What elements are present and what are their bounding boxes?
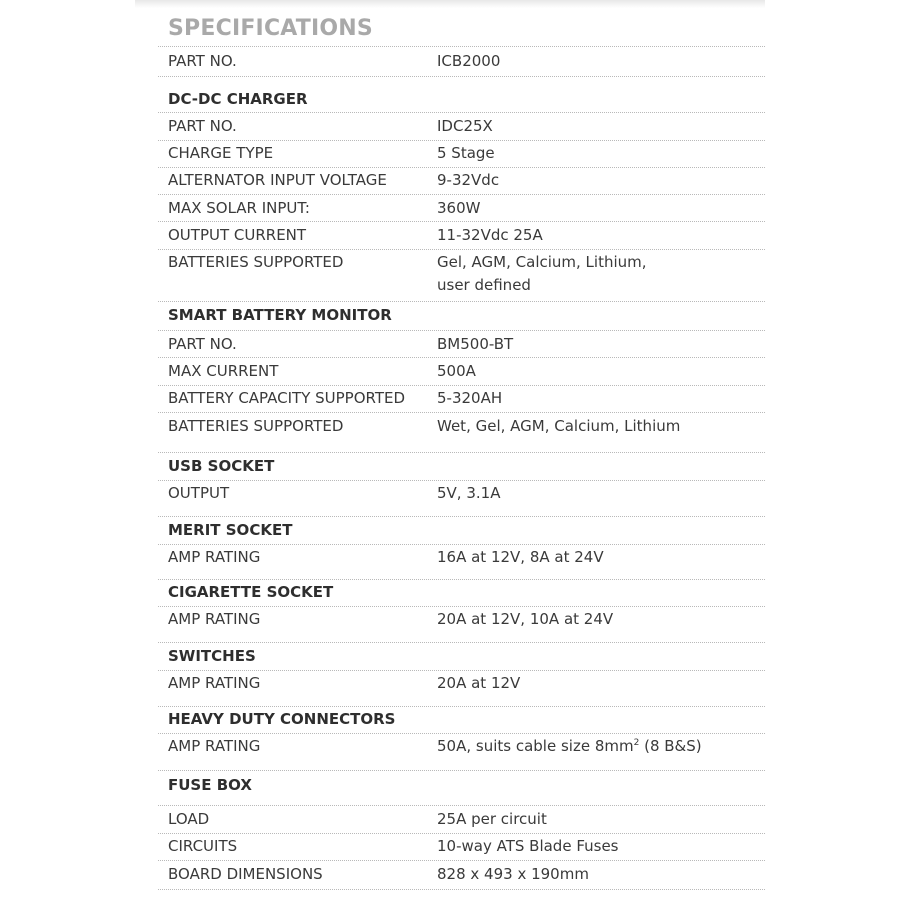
section-heading: SMART BATTERY MONITOR [168,306,392,324]
divider [158,301,765,302]
spec-label: BATTERIES SUPPORTED [168,253,344,271]
superscript: 2 [633,738,640,748]
divider [158,860,765,861]
divider [158,544,765,545]
spec-value: 500A [437,362,476,380]
spec-value: 9-32Vdc [437,171,500,189]
top-shade [135,0,765,8]
divider [158,76,765,77]
spec-label: CIRCUITS [168,837,238,855]
spec-label: LOAD [168,810,210,828]
divider [158,167,765,168]
divider [158,385,765,386]
section-heading: USB SOCKET [168,457,275,475]
spec-value: 20A at 12V, 10A at 24V [437,610,614,628]
divider [158,805,765,806]
spec-label: PART NO. [168,117,237,135]
section-heading: MERIT SOCKET [168,521,293,539]
spec-label: AMP RATING [168,674,261,692]
section-heading: DC-DC CHARGER [168,90,308,108]
spec-label: BATTERIES SUPPORTED [168,417,344,435]
divider [158,706,765,707]
spec-label: PART NO. [168,335,237,353]
spec-label: AMP RATING [168,737,261,755]
divider [158,733,765,734]
divider [158,480,765,481]
spec-value: 20A at 12V [437,674,521,692]
divider [158,452,765,453]
divider [158,357,765,358]
section-heading: HEAVY DUTY CONNECTORS [168,710,396,728]
divider [158,670,765,671]
spec-label: OUTPUT [168,484,230,502]
divider [158,770,765,771]
spec-label: ALTERNATOR INPUT VOLTAGE [168,171,387,189]
divider [158,330,765,331]
spec-value: IDC25X [437,117,493,135]
section-heading: SWITCHES [168,647,256,665]
divider [158,140,765,141]
spec-label: OUTPUT CURRENT [168,226,307,244]
page-title: SPECIFICATIONS [168,16,373,41]
spec-value-continued: user defined [437,276,531,294]
spec-value: Gel, AGM, Calcium, Lithium, [437,253,647,271]
divider [158,642,765,643]
divider [158,889,765,890]
spec-label: CHARGE TYPE [168,144,274,162]
spec-label: AMP RATING [168,610,261,628]
divider [158,194,765,195]
divider [158,112,765,113]
spec-value: 16A at 12V, 8A at 24V [437,548,604,566]
divider [158,516,765,517]
spec-label: AMP RATING [168,548,261,566]
divider [158,46,765,47]
spec-value: BM500-BT [437,335,514,353]
spec-value: 5-320AH [437,389,503,407]
divider [158,579,765,580]
spec-label: MAX CURRENT [168,362,279,380]
divider [158,412,765,413]
spec-value: 828 x 493 x 190mm [437,865,589,883]
divider [158,833,765,834]
spec-value: 11-32Vdc 25A [437,226,543,244]
spec-label: MAX SOLAR INPUT: [168,199,310,217]
divider [158,249,765,250]
spec-value: 5 Stage [437,144,495,162]
divider [158,221,765,222]
spec-label: BOARD DIMENSIONS [168,865,323,883]
spec-value-text: 50A, suits cable size 8mm [437,737,634,755]
spec-value: 25A per circuit [437,810,547,828]
divider [158,606,765,607]
section-heading: CIGARETTE SOCKET [168,583,334,601]
spec-value: Wet, Gel, AGM, Calcium, Lithium [437,417,681,435]
section-heading: FUSE BOX [168,776,252,794]
spec-value: ICB2000 [437,52,501,70]
spec-value: 5V, 3.1A [437,484,501,502]
spec-label: PART NO. [168,52,237,70]
spec-label: BATTERY CAPACITY SUPPORTED [168,389,406,407]
spec-value-text: (8 B&S) [639,737,702,755]
spec-value: 360W [437,199,481,217]
spec-value [437,735,702,758]
spec-value: 10-way ATS Blade Fuses [437,837,619,855]
